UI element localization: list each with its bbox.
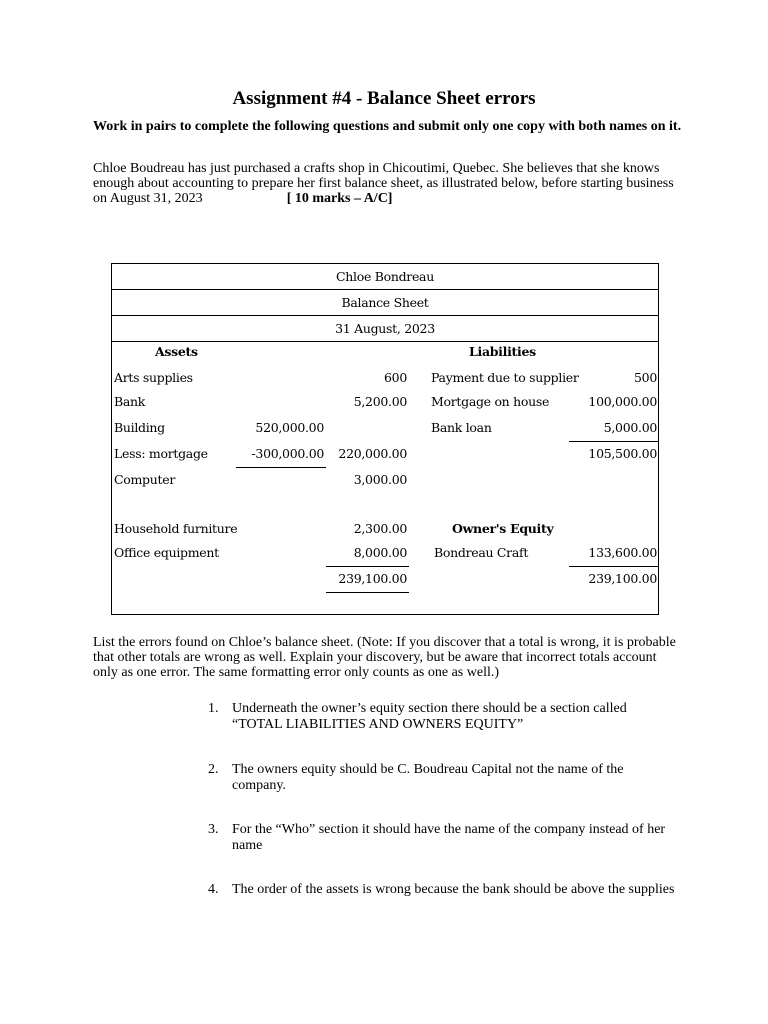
asset-subvalue: 520,000.00 (255, 420, 324, 435)
list-item-text: The owners equity should be C. Boudreau Capital not the name of the company. (232, 762, 624, 793)
asset-label: Computer (114, 472, 175, 487)
equity-total-rule (569, 566, 658, 567)
assets-total-rule (326, 566, 409, 567)
asset-label: Less: mortgage (114, 446, 208, 461)
liabilities-total: 105,500.00 (588, 446, 657, 461)
subtotal-rule (236, 467, 326, 468)
asset-subvalue: -300,000.00 (251, 446, 324, 461)
balance-sheet (111, 263, 659, 615)
asset-value: 8,000.00 (353, 545, 407, 560)
liabilities-total-rule (569, 441, 658, 442)
equity-label: Bondreau Craft (434, 545, 529, 560)
list-item-number: 3. (208, 822, 219, 837)
errors-instructions: List the errors found on Chloe’s balance sheet. (Note: If you discover that a total is wrong, it is probable that other totals are wrong as well. Explain your discovery, but be aware that incorrect totals account only as one error. The same formatting error only counts as one as well.) (93, 635, 676, 680)
liabilities-equity-total: 239,100.00 (588, 571, 657, 586)
intro-paragraph (93, 161, 683, 206)
page-title: Assignment #4 - Balance Sheet errors (232, 88, 536, 109)
intro-text: Chloe Boudreau has just purchased a crafts shop in Chicoutimi, Quebec. She believes that she knows enough about accounting to prepare her first balance sheet, as illustrated below, before starting business on August 31, 2023 (93, 161, 674, 206)
bs-statement-name: Balance Sheet (112, 290, 658, 316)
list-item-number: 1. (208, 701, 219, 716)
asset-label: Building (114, 420, 165, 435)
liability-value: 100,000.00 (588, 394, 657, 409)
asset-label: Arts supplies (114, 370, 193, 385)
assets-heading: Assets (155, 344, 198, 359)
bs-date: 31 August, 2023 (112, 316, 658, 342)
list-item-text: The order of the assets is wrong because the bank should be above the supplies (232, 882, 675, 897)
liability-label: Mortgage on house (431, 394, 550, 409)
bs-company-name: Chloe Bondreau (112, 264, 658, 290)
asset-value: 5,200.00 (353, 394, 407, 409)
assets-total: 239,100.00 (338, 571, 407, 586)
asset-label: Office equipment (114, 545, 219, 560)
liability-label: Payment due to supplier (431, 370, 579, 385)
liability-value: 500 (634, 370, 657, 385)
equity-value: 133,600.00 (588, 545, 657, 560)
assets-total-underline (326, 592, 409, 593)
list-item-text: For the “Who” section it should have the name of the company instead of her name (232, 822, 666, 853)
asset-label: Household furniture (114, 521, 238, 536)
liability-value: 5,000.00 (603, 420, 657, 435)
asset-label: Bank (114, 394, 146, 409)
asset-value: 3,000.00 (353, 472, 407, 487)
asset-value: 220,000.00 (338, 446, 407, 461)
list-item-text: Underneath the owner’s equity section there should be a section called “TOTAL LIABILITIES AND OWNERS EQUITY” (232, 701, 627, 732)
liability-label: Bank loan (431, 420, 492, 435)
liabilities-heading: Liabilities (469, 344, 536, 359)
list-item-number: 4. (208, 882, 219, 897)
list-item-number: 2. (208, 762, 219, 777)
instructions: Work in pairs to complete the following questions and submit only one copy with both names on it. (93, 119, 682, 134)
asset-value: 2,300.00 (353, 521, 407, 536)
marks-label: [ 10 marks – A/C] (286, 191, 393, 206)
asset-value: 600 (384, 370, 407, 385)
equity-heading: Owner's Equity (452, 521, 554, 536)
